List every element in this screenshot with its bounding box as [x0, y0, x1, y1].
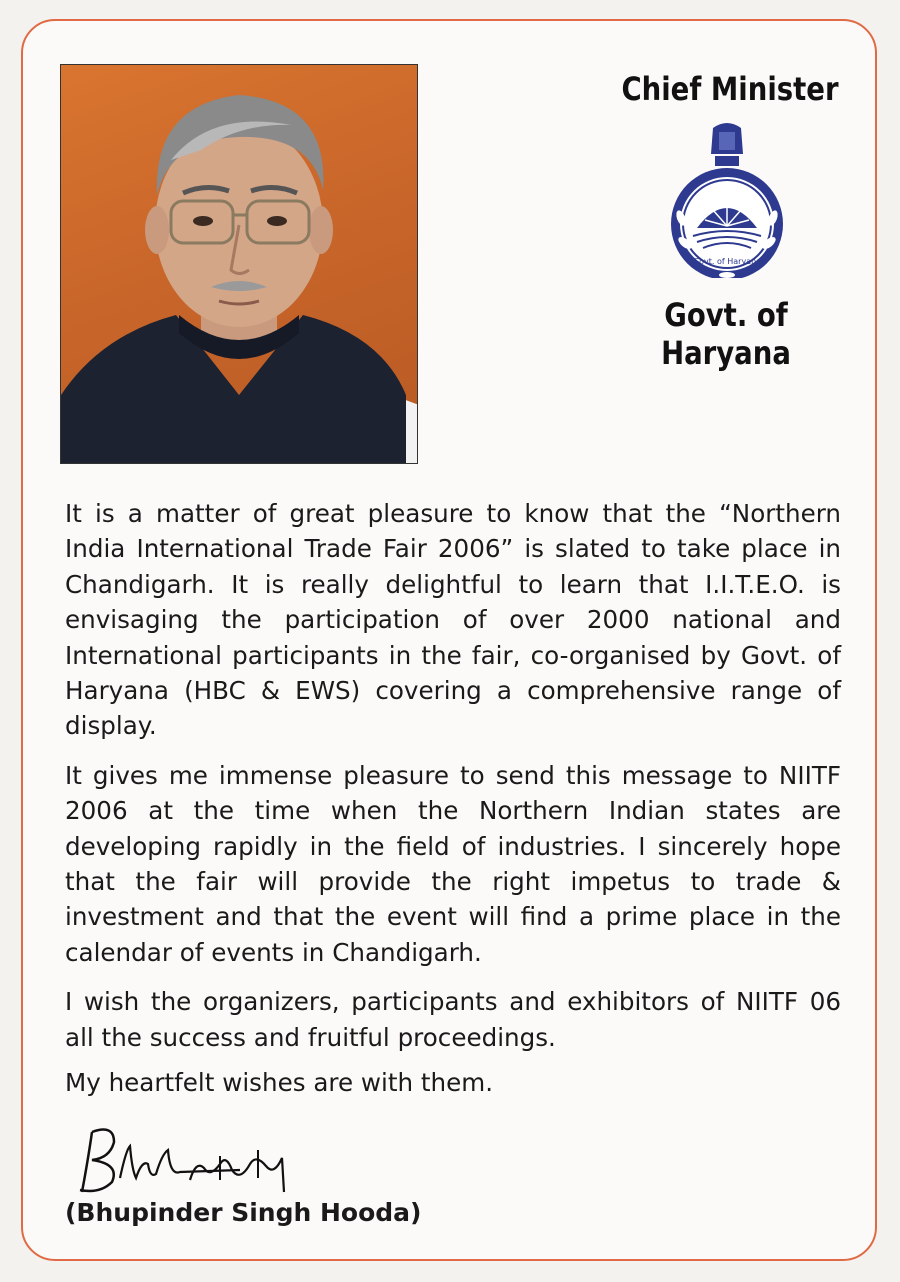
message-paragraph-4: My heartfelt wishes are with them.: [65, 1068, 494, 1098]
handwritten-signature: [70, 1120, 320, 1200]
portrait-photo: [60, 64, 418, 464]
message-paragraph-3: I wish the organizers, participants and exhibitors of NIITF 06 all the success and fruitful proceedings.: [65, 987, 841, 1052]
message-paragraph-1: It is a matter of great pleasure to know that the “Northern India International Trade Fair 2006” is slated to take place in Chandigarh. It is really delightful to learn that I.I.T.E.O. is envisaging the participation of over 2000 national and International participants in the fair, co-organised by Govt. of Haryana (HBC & EWS) covering a comprehensive range of display.: [65, 499, 841, 741]
portrait-illustration: [61, 65, 418, 464]
signatory-name: (Bhupinder Singh Hooda): [65, 1198, 422, 1227]
message-body: [65, 496, 841, 1101]
chief-minister-title: Chief Minister: [621, 70, 839, 108]
emblem-text: Govt. of Haryana: [692, 257, 762, 266]
haryana-emblem-icon: [663, 118, 791, 278]
govt-of-haryana-title: Govt. of Haryana: [661, 296, 791, 372]
message-paragraph-2: It gives me immense pleasure to send this message to NIITF 2006 at the time when the Northern Indian states are developing rapidly in the field of industries. I sincerely hope that the fair will provide the right impetus to trade & investment and that the event will find a prime place in the calendar of events in Chandigarh.: [65, 760, 841, 967]
